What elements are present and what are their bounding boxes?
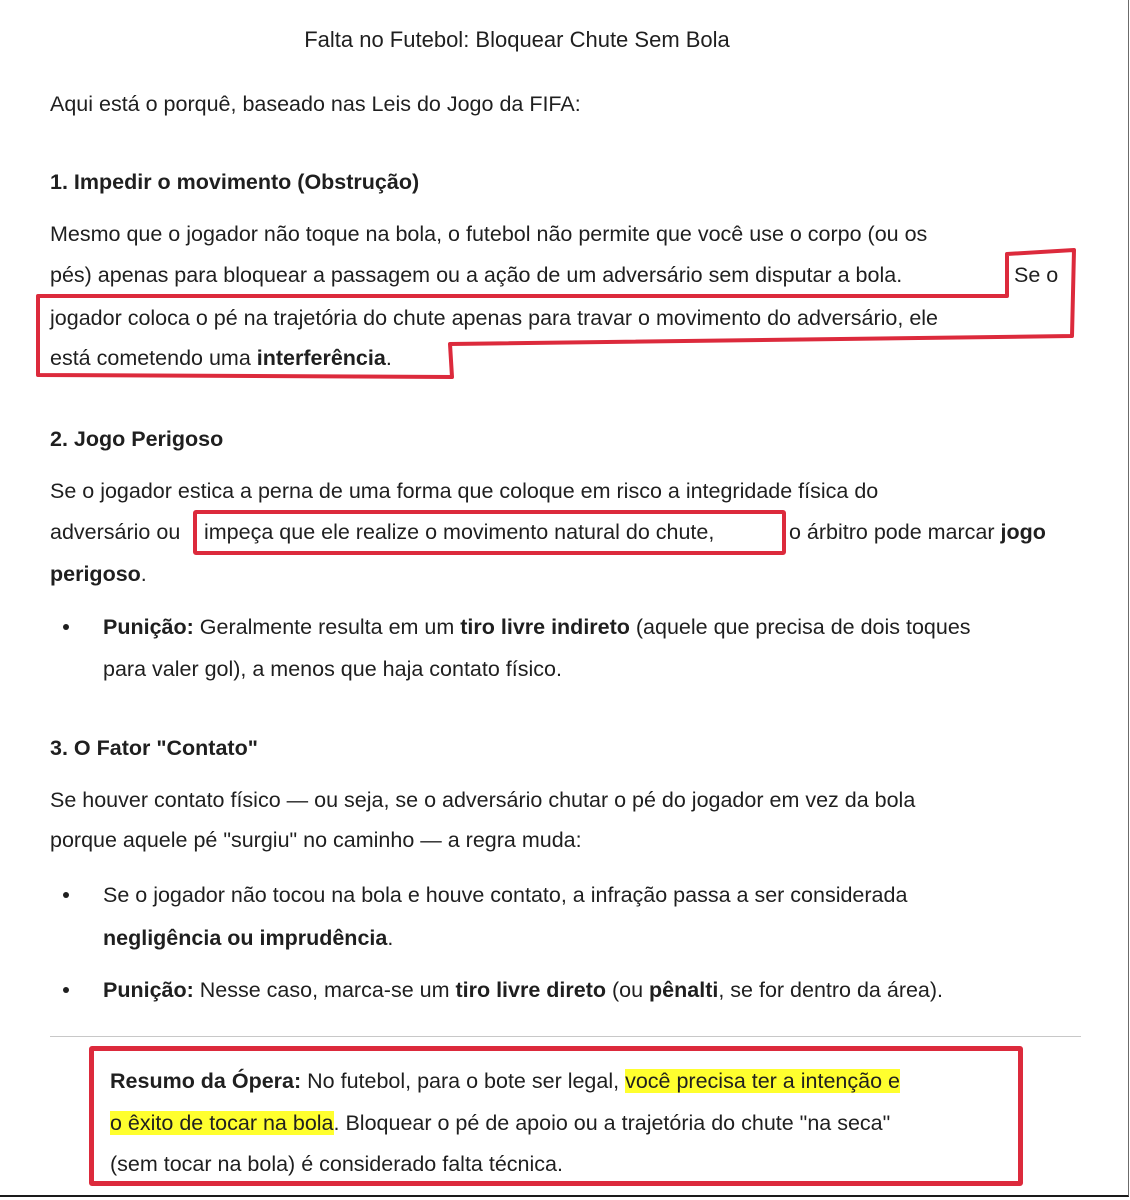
section-1-line-1: Mesmo que o jogador não toque na bola, o futebol não permite que você use o corpo (ou os [50,222,928,246]
section-3-line-1: Se houver contato físico — ou seja, se o adversário chutar o pé do jogador em vez da bola [50,788,916,812]
section-1-heading: 1. Impedir o movimento (Obstrução) [50,170,420,194]
document-title: Falta no Futebol: Bloquear Chute Sem Bola [304,27,730,52]
summary-line-2: o êxito de tocar na bola. Bloquear o pé de apoio ou a trajetória do chute "na seca" [110,1111,891,1135]
section-1-line-3: jogador coloca o pé na trajetória do chute apenas para travar o movimento do adversário, ele [50,306,939,330]
red-annotation-summary-box [89,1046,1023,1186]
red-annotation-box [193,510,786,555]
section-1-line-4: está cometendo uma interferência. [50,346,392,370]
section-3-bullet-1-line-1: Se o jogador não tocou na bola e houve contato, a infração passa a ser considerada [103,883,908,907]
bullet-dot [63,987,69,993]
section-2-line-2b: impeça que ele realize o movimento natural do chute, [204,520,715,544]
bullet-dot [63,892,69,898]
horizontal-divider [50,1036,1081,1037]
summary-label: Resumo da Ópera: [110,1069,302,1093]
section-2-line-2a: adversário ou [50,520,181,544]
section-3-heading: 3. O Fator "Contato" [50,736,258,760]
section-1-line-2: pés) apenas para bloquear a passagem ou a ação de um adversário sem disputar a bola. [50,263,903,287]
section-2-heading: 2. Jogo Perigoso [50,427,224,451]
section-1-line-2-tail: Se o [1014,263,1059,287]
section-3-bullet-1-line-2: negligência ou imprudência. [103,926,394,950]
summary-line-1: Resumo da Ópera: No futebol, para o bote ser legal, você precisa ter a intenção e [110,1069,900,1093]
section-2-line-2c: o árbitro pode marcar jogo [789,520,1046,544]
section-2-line-3: perigoso. [50,562,147,586]
section-3-line-2: porque aquele pé "surgiu" no caminho — a regra muda: [50,828,582,852]
summary-highlight-1: você precisa ter a intenção e [625,1069,900,1093]
bullet-dot [63,624,69,630]
section-2-bullet-1-line-1: Punição: Geralmente resulta em um tiro livre indireto (aquele que precisa de dois toques [103,615,971,639]
section-2-bullet-1-line-2: para valer gol), a menos que haja contato físico. [103,657,562,681]
section-3-bullet-2: Punição: Nesse caso, marca-se um tiro livre direto (ou pênalti, se for dentro da área). [103,978,944,1002]
summary-line-3: (sem tocar na bola) é considerado falta técnica. [110,1152,563,1176]
term-interferencia: interferência [256,346,386,370]
intro-text: Aqui está o porquê, baseado nas Leis do Jogo da FIFA: [50,92,581,116]
section-2-line-1: Se o jogador estica a perna de uma forma que coloque em risco a integridade física do [50,479,879,503]
term-jogo: jogo [1000,520,1046,544]
term-perigoso: perigoso [50,562,141,586]
summary-highlight-2: o êxito de tocar na bola [110,1111,334,1135]
